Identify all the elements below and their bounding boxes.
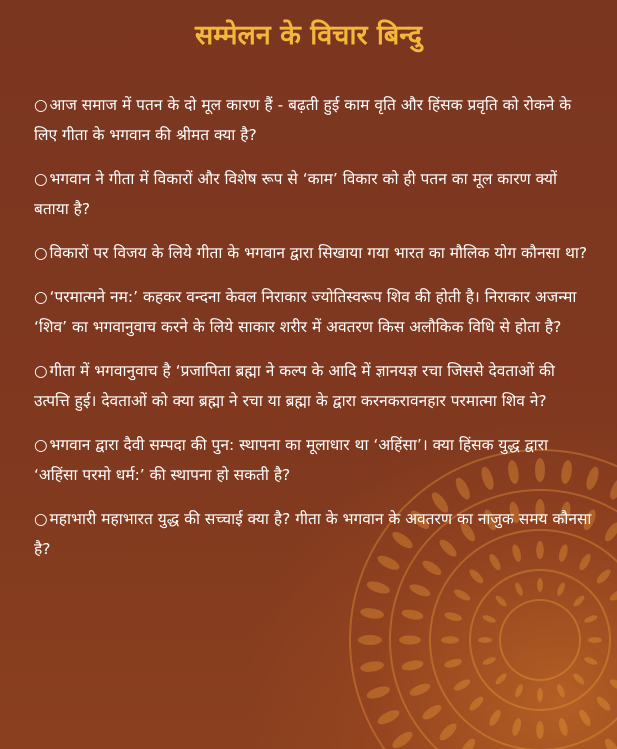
mandala-petal xyxy=(494,672,508,686)
mandala-petal xyxy=(577,708,593,727)
point-text: भगवान द्वारा दैवी सम्पदा की पुन: स्थापना का मूलाधार था ‘अहिंसा’। क्या हिंसक युद्ध द्वारा ‘अहिंसा परमो धर्म:’ की स्थापना हो सकती है? xyxy=(34,436,548,484)
bullet-circle-icon: ○ xyxy=(34,96,48,114)
bullet-circle-icon: ○ xyxy=(34,288,48,306)
mandala-petal xyxy=(556,683,567,698)
mandala-petal xyxy=(514,683,525,698)
bullet-circle-icon: ○ xyxy=(34,362,48,380)
mandala-petal xyxy=(595,567,613,585)
mandala-petal xyxy=(583,656,598,667)
mandala-petal xyxy=(399,635,421,644)
point-text: गीता में भगवानुवाच है ‘प्रजापिता ब्रह्मा ने कल्प के आदि में ज्ञानयज्ञ रचा जिससे देवताओं की उत्पत्ति हुई। देवताओं को क्या ब्रह्मा ने रचा या ब्रह्मा के द्वारा करनकरावनहार परमात्मा शिव ने? xyxy=(34,362,555,410)
list-item xyxy=(34,282,594,342)
mandala-petal xyxy=(443,657,462,669)
mandala-petal xyxy=(482,656,497,667)
mandala-petal xyxy=(537,688,543,702)
mandala-petal xyxy=(572,672,586,686)
list-item xyxy=(34,430,594,490)
mandala-petal xyxy=(408,681,432,698)
list-item xyxy=(34,164,594,224)
mandala-petal xyxy=(514,582,525,597)
mandala-petal xyxy=(607,476,617,502)
mandala-petal xyxy=(595,695,613,713)
point-text: महाभारी महाभारत युद्ध की सच्चाई क्या है? गीता के भगवान के अवतरण का नाजुक समय कौनसा है? xyxy=(34,510,592,558)
mandala-petal xyxy=(452,677,471,693)
page-title: सम्मेलन के विचार बिन्दु xyxy=(195,20,422,51)
mandala-petal xyxy=(359,660,384,674)
mandala-petal xyxy=(376,707,402,727)
mandala-petal xyxy=(452,587,471,603)
mandala-petal xyxy=(557,717,569,736)
mandala-petal xyxy=(482,614,497,625)
bullet-circle-icon: ○ xyxy=(34,436,48,454)
list-item xyxy=(34,504,594,564)
list-item xyxy=(34,356,594,416)
mandala-petal xyxy=(365,684,391,701)
mandala-petal xyxy=(359,607,384,621)
mandala-petal xyxy=(467,695,485,713)
mandala-petal xyxy=(437,721,459,743)
mandala-petal xyxy=(443,611,462,623)
mandala-petal xyxy=(458,736,478,749)
mandala-petal xyxy=(478,637,492,643)
mandala-petal xyxy=(401,659,424,672)
mandala-petal xyxy=(537,578,543,592)
mandala-petal xyxy=(556,582,567,597)
mandala-petal xyxy=(602,736,617,749)
bullet-circle-icon: ○ xyxy=(34,510,48,528)
mandala-petal xyxy=(572,594,586,608)
mandala-petal xyxy=(608,587,617,603)
mandala-petal xyxy=(602,520,617,543)
list-item xyxy=(34,90,594,150)
bullet-circle-icon: ○ xyxy=(34,244,48,262)
mandala-petal xyxy=(420,702,443,722)
mandala-petal xyxy=(390,729,415,749)
discussion-points-list xyxy=(34,90,594,578)
mandala-petal xyxy=(441,636,459,644)
mandala-petal xyxy=(608,677,617,693)
point-text: विकारों पर विजय के लिये गीता के भगवान द्वारा सिखाया गया भारत का मौलिक योग कौनसा था? xyxy=(49,244,588,262)
point-text: भगवान ने गीता में विकारों और विशेष रूप से ‘काम’ विकार को ही पतन का मूल कारण क्यों बताया है? xyxy=(34,170,557,218)
bullet-circle-icon: ○ xyxy=(34,170,48,188)
mandala-petal xyxy=(408,582,432,599)
mandala-petal xyxy=(487,708,503,727)
mandala-petal xyxy=(401,608,424,621)
mandala-petal xyxy=(358,635,382,645)
list-item xyxy=(34,238,594,268)
mandala-petal xyxy=(494,594,508,608)
mandala-petal xyxy=(583,614,598,625)
mandala-petal xyxy=(511,717,523,736)
point-text: आज समाज में पतन के दो मूल कारण हैं - बढ़ती हुई काम वृति और हिंसक प्रवृति को रोकने के लिए गीता के भगवान की श्रीमत क्या है? xyxy=(34,96,572,144)
mandala-petal xyxy=(536,721,544,739)
mandala-petal xyxy=(365,579,391,596)
point-text: ‘परमात्मने नम:’ कहकर वन्दना केवल निराकार ज्योतिस्वरूप शिव की होती है। निराकार अजन्मा ‘शिव’ का भगवानुवाच करने के लिये साकार शरीर में अवतरण किस अलौकिक विधि से होता है? xyxy=(34,288,577,336)
mandala-petal xyxy=(588,637,602,643)
